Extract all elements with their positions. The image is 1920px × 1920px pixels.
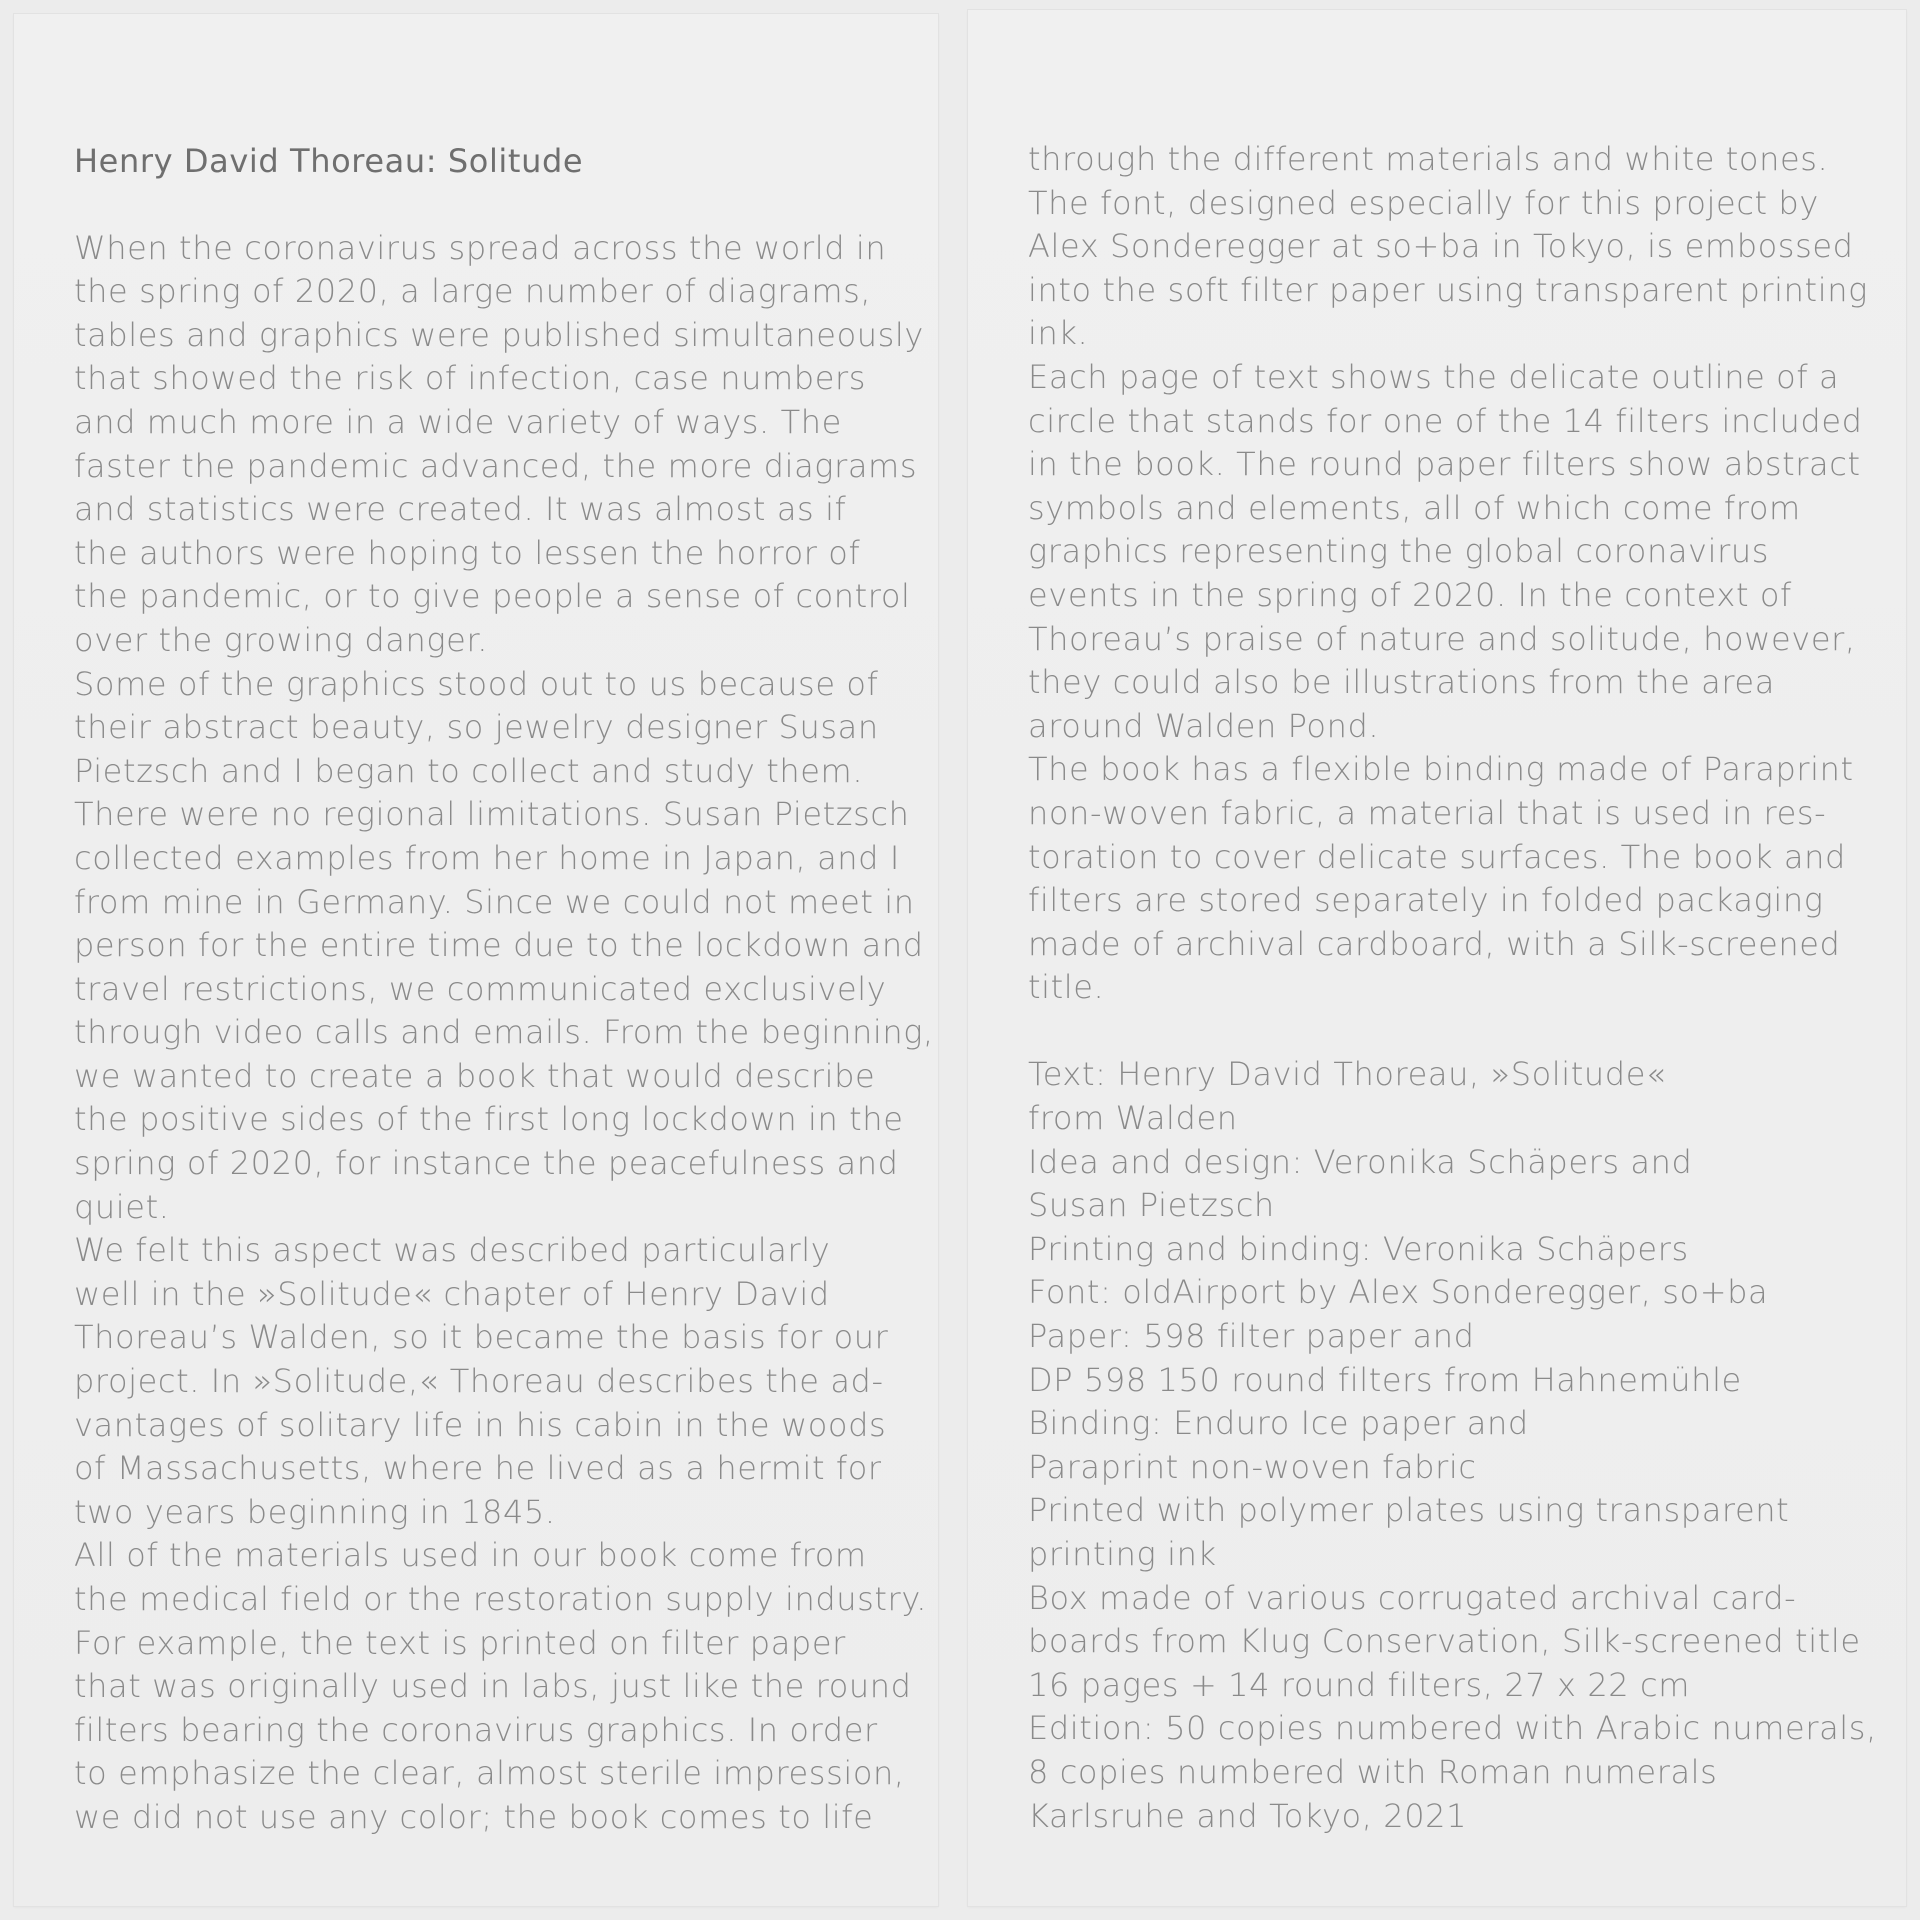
colophon-line: Text: Henry David Thoreau, »Solitude« <box>1028 1055 1667 1094</box>
text-line: through video calls and emails. From the beginning, <box>74 1013 934 1052</box>
text-line: When the coronavirus spread across the world in <box>74 228 887 267</box>
text-line: well in the »Solitude« chapter of Henry David <box>74 1274 830 1313</box>
text-line: travel restrictions, we communicated exclusively <box>74 969 887 1008</box>
text-line: events in the spring of 2020. In the context of <box>1028 575 1792 614</box>
text-line: from mine in Germany. Since we could not meet in <box>74 882 915 921</box>
text-line: the authors were hoping to lessen the horror of <box>74 533 861 572</box>
text-line: collected examples from her home in Japan, and I <box>74 838 900 877</box>
text-line: faster the pandemic advanced, the more diagrams <box>74 446 918 485</box>
text-line: in the book. The round paper filters show abstract <box>1028 445 1861 484</box>
text-line: All of the materials used in our book come from <box>74 1536 867 1575</box>
text-line: that was originally used in labs, just like the round <box>74 1667 912 1706</box>
text-line: we did not use any color; the book comes to life <box>74 1797 874 1836</box>
text-line: tables and graphics were published simultaneously <box>74 315 924 354</box>
text-line: and statistics were created. It was almost as if <box>74 490 847 529</box>
left-page-text <box>74 140 934 1840</box>
text-line: filters bearing the coronavirus graphics. In order <box>74 1710 878 1749</box>
text-line: Thoreau’s praise of nature and solitude, however, <box>1028 619 1856 658</box>
text-line: The font, designed especially for this project by <box>1028 183 1819 222</box>
text-line: toration to cover delicate surfaces. The book and <box>1028 837 1846 876</box>
text-line: they could also be illustrations from the area <box>1028 663 1775 702</box>
page-title: Henry David Thoreau: Solitude <box>74 142 584 180</box>
text-line: the positive sides of the first long lockdown in the <box>74 1100 904 1139</box>
text-line: around Walden Pond. <box>1028 706 1380 745</box>
colophon-line: Binding: Enduro Ice paper and <box>1028 1404 1529 1443</box>
text-line: and much more in a wide variety of ways. The <box>74 402 842 441</box>
colophon-line: Susan Pietzsch <box>1028 1186 1275 1225</box>
colophon-line: boards from Klug Conservation, Silk-screened title <box>1028 1622 1861 1661</box>
colophon-line: DP 598 150 round filters from Hahnemühle <box>1028 1360 1742 1399</box>
text-line: The book has a flexible binding made of Paraprint <box>1028 750 1854 789</box>
text-line: two years beginning in 1845. <box>74 1492 556 1531</box>
colophon-line: Paper: 598 filter paper and <box>1028 1317 1475 1356</box>
text-line: ink. <box>1028 314 1089 353</box>
colophon-line: from Walden <box>1028 1099 1238 1138</box>
colophon <box>1028 1053 1888 1838</box>
text-line: we wanted to create a book that would describe <box>74 1056 876 1095</box>
text-line: quiet. <box>74 1187 170 1226</box>
text-line: the pandemic, or to give people a sense of control <box>74 577 911 616</box>
paragraph-spacer <box>1028 1010 1888 1054</box>
text-line: symbols and elements, all of which come from <box>1028 488 1801 527</box>
text-line: Alex Sonderegger at so+ba in Tokyo, is embossed <box>1028 227 1854 266</box>
text-line: over the growing danger. <box>74 620 489 659</box>
colophon-line: Printing and binding: Veronika Schäpers <box>1028 1229 1689 1268</box>
text-line: There were no regional limitations. Susan Pietzsch <box>74 795 910 834</box>
colophon-line: 16 pages + 14 round filters, 27 x 22 cm <box>1028 1665 1691 1704</box>
text-line: the medical field or the restoration supply industry. <box>74 1580 928 1618</box>
text-line: spring of 2020, for instance the peacefulness and <box>74 1144 899 1183</box>
text-line: circle that stands for one of the 14 filters included <box>1028 401 1863 440</box>
colophon-line: 8 copies numbered with Roman numerals <box>1028 1752 1718 1791</box>
text-line: the spring of 2020, a large number of diagrams, <box>74 272 872 311</box>
text-line: Thoreau’s Walden, so it became the basis for our <box>74 1318 889 1357</box>
text-line: filters are stored separately in folded packaging <box>1028 881 1824 920</box>
text-line: For example, the text is printed on filter paper <box>74 1623 846 1662</box>
text-line: vantages of solitary life in his cabin in the woods <box>74 1405 887 1444</box>
colophon-line: Karlsruhe and Tokyo, 2021 <box>1028 1796 1468 1835</box>
colophon-line: Font: oldAirport by Alex Sonderegger, so+ba <box>1028 1273 1769 1312</box>
text-line: through the different materials and white tones. <box>1028 140 1829 178</box>
colophon-line: Printed with polymer plates using transparent <box>1028 1491 1790 1530</box>
text-line: Pietzsch and I began to collect and study them. <box>74 751 864 790</box>
colophon-line: Idea and design: Veronika Schäpers and <box>1028 1142 1693 1181</box>
text-line: Each page of text shows the delicate outline of a <box>1028 357 1840 396</box>
text-line: to emphasize the clear, almost sterile impression, <box>74 1754 905 1793</box>
text-line: non-woven fabric, a material that is used in res- <box>1028 793 1827 832</box>
colophon-line: Box made of various corrugated archival card- <box>1028 1578 1797 1617</box>
text-line: person for the entire time due to the lockdown and <box>74 926 924 965</box>
text-line: into the soft filter paper using transparent printing <box>1028 270 1868 309</box>
text-line: Some of the graphics stood out to us because of <box>74 664 879 703</box>
text-line: project. In »Solitude,« Thoreau describes the ad- <box>74 1362 884 1401</box>
text-line: that showed the risk of infection, case numbers <box>74 359 867 398</box>
text-line: title. <box>1028 968 1105 1007</box>
text-line: of Massachusetts, where he lived as a hermit for <box>74 1449 882 1488</box>
text-line: We felt this aspect was described particularly <box>74 1231 831 1270</box>
text-line: made of archival cardboard, with a Silk-screened <box>1028 924 1841 963</box>
colophon-line: Edition: 50 copies numbered with Arabic numerals, <box>1028 1709 1877 1748</box>
text-line: their abstract beauty, so jewelry designer Susan <box>74 708 879 747</box>
left-body-text <box>74 227 934 1840</box>
right-page-text <box>1028 138 1888 1838</box>
right-body-text <box>1028 138 1888 1010</box>
colophon-line: Paraprint non-woven fabric <box>1028 1447 1477 1486</box>
text-line: graphics representing the global coronavirus <box>1028 532 1769 571</box>
colophon-line: printing ink <box>1028 1535 1217 1573</box>
